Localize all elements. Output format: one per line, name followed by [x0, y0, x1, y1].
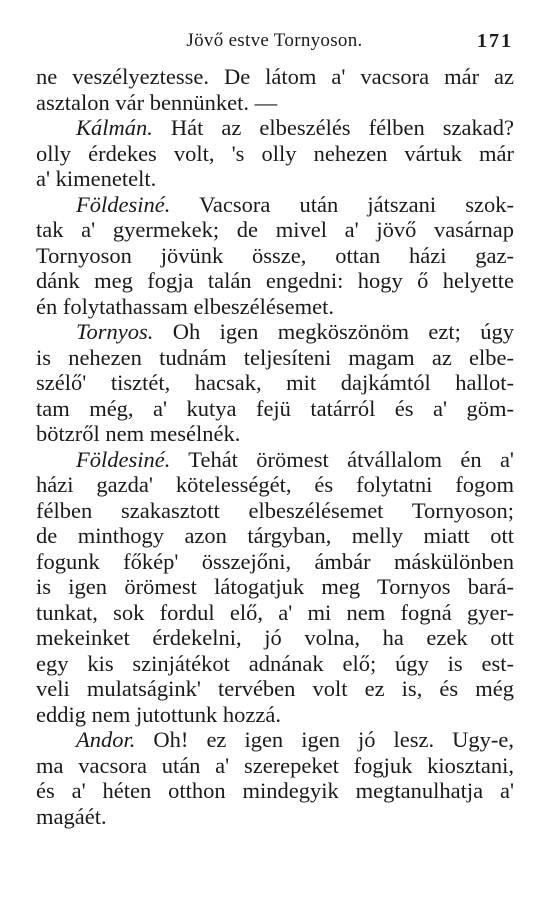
text-line: [36, 778, 514, 804]
line-text: és a' héten otthon mindegyik megtanulhatja a': [36, 778, 514, 803]
text-line: [36, 574, 514, 600]
text-line: [36, 115, 514, 141]
text-line: [36, 319, 514, 345]
line-text: házi gazda' kötelességét, és folytatni fogom: [36, 472, 514, 497]
text-line: [36, 753, 514, 779]
page-header: [36, 30, 513, 58]
line-text: eddig nem jutottunk hozzá.: [36, 701, 281, 727]
line-text: olly érdekes volt, 's olly nehezen vártuk már: [36, 140, 514, 166]
text-line: [36, 141, 514, 167]
text-line: [36, 294, 514, 320]
text-line: [36, 498, 514, 524]
text-line: [36, 651, 514, 677]
line-text: dánk meg fogja talán engedni: hogy ő helyette: [36, 268, 514, 293]
text-line: [36, 64, 514, 90]
line-text: a' kimenetelt.: [36, 166, 157, 191]
line-text: fogunk főkép' összejőni, ámbár máskülönben: [36, 548, 514, 574]
text-line: [36, 90, 514, 116]
line-text: szélő' tisztét, hacsak, mit dajkámtól hallot-: [36, 370, 514, 395]
line-text: tam még, a' kutya fejü tatárról és a' göm-: [36, 395, 514, 421]
text-line: [36, 217, 514, 243]
running-title: Jövő estve Tornyoson.: [186, 30, 363, 51]
line-text: bötzről nem mesélnék.: [36, 421, 241, 446]
text-line: [36, 370, 514, 396]
line-text: magáét.: [36, 803, 107, 829]
page-number: 171: [477, 30, 513, 52]
text-line: [36, 345, 514, 371]
speaker-name: Andor.: [76, 727, 136, 752]
line-text: Hát az elbeszélés félben szakad?: [152, 115, 514, 140]
line-text: is igen örömest látogatjuk meg Tornyos bará-: [36, 574, 514, 599]
line-text: veli mulatságink' tervében volt ez is, és még: [36, 676, 514, 701]
line-text: Vacsora után játszani szok-: [170, 191, 514, 217]
text-line: [36, 192, 514, 218]
line-text: is nehezen tudnám teljesíteni magam az elbe-: [36, 344, 514, 370]
speaker-name: Tornyos.: [76, 319, 154, 344]
text-line: [36, 421, 514, 447]
speaker-name: Földesiné.: [76, 446, 171, 472]
body-text: [36, 64, 514, 829]
text-line: [36, 702, 514, 728]
text-line: [36, 396, 514, 422]
line-text: félben szakasztott elbeszélésemet Tornyoson;: [36, 497, 514, 523]
line-text: Oh igen megköszönöm ezt; úgy: [153, 319, 514, 344]
text-line: [36, 166, 514, 192]
speaker-name: Földesiné.: [76, 191, 171, 217]
text-line: [36, 676, 514, 702]
text-line: [36, 804, 514, 830]
line-text: tunkat, sok fordul elő, a' mi nem fogná gyer-: [36, 599, 514, 625]
line-text: asztalon vár bennünket. —: [36, 89, 278, 115]
text-line: [36, 727, 514, 753]
line-text: egy kis szinjátékot adnának elő; úgy is est-: [36, 650, 514, 676]
line-text: én folytathassam elbeszélésemet.: [36, 293, 335, 319]
text-line: [36, 549, 514, 575]
text-line: [36, 600, 514, 626]
line-text: ne veszélyeztesse. De látom a' vacsora már az: [36, 64, 514, 89]
text-line: [36, 268, 514, 294]
line-text: Tornyoson jövünk össze, ottan házi gaz-: [36, 242, 514, 268]
line-text: tak a' gyermekek; de mivel a' jövő vasárnap: [36, 217, 514, 242]
line-text: Oh! ez igen igen jó lesz. Ugy-e,: [135, 727, 514, 752]
text-line: [36, 447, 514, 473]
line-text: de minthogy azon tárgyban, melly miatt ott: [36, 523, 514, 548]
text-line: [36, 472, 514, 498]
speaker-name: Kálmán.: [76, 115, 153, 140]
text-line: [36, 243, 514, 269]
text-line: [36, 625, 514, 651]
line-text: Tehát örömest átvállalom én a': [170, 446, 514, 472]
line-text: mekeinket érdekelni, jó volna, ha ezek ott: [36, 625, 514, 650]
line-text: ma vacsora után a' szerepeket fogjuk kiosztani,: [36, 752, 514, 778]
text-line: [36, 523, 514, 549]
